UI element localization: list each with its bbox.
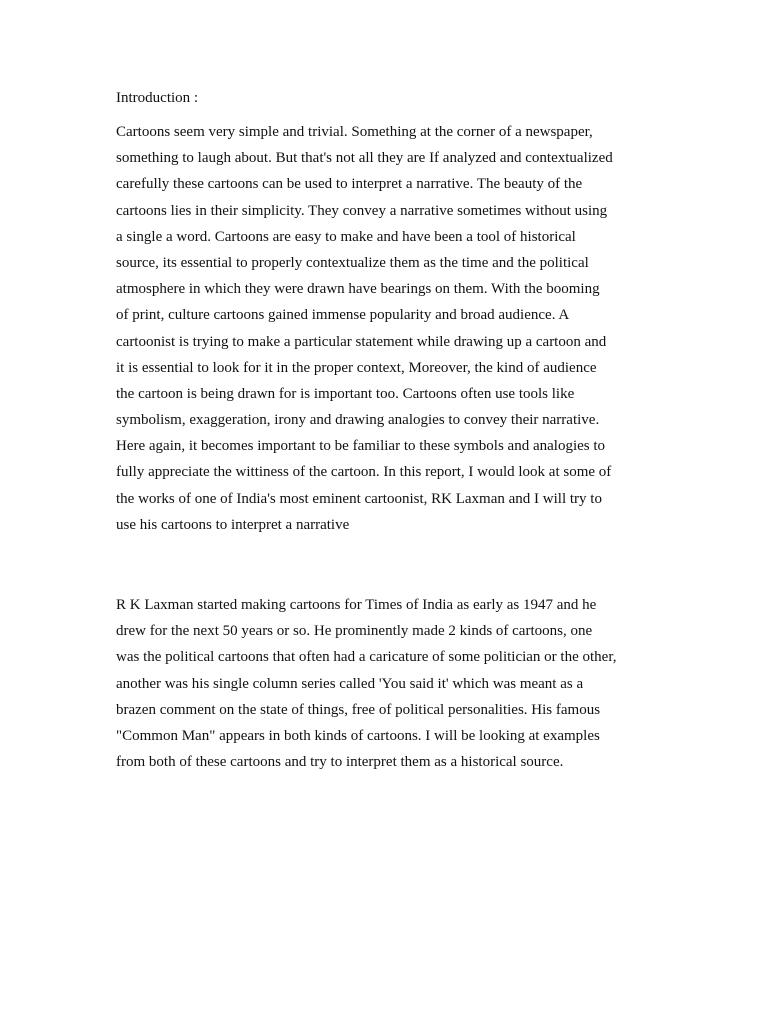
paragraph-laxman <box>116 592 676 775</box>
text-line: from both of these cartoons and try to interpret them as a historical source. <box>116 754 564 771</box>
text-line: a single a word. Cartoons are easy to make and have been a tool of historical <box>116 228 576 245</box>
text-line: the works of one of India's most eminent cartoonist, RK Laxman and I will try to <box>116 490 602 507</box>
text-line: brazen comment on the state of things, free of political personalities. His famous <box>116 701 601 718</box>
text-line: Here again, it becomes important to be familiar to these symbols and analogies to <box>116 438 606 455</box>
text-line: it is essential to look for it in the proper context, Moreover, the kind of audience <box>116 359 597 376</box>
text-line: use his cartoons to interpret a narrative <box>116 516 350 533</box>
text-line: source, its essential to properly contextualize them as the time and the political <box>116 254 589 271</box>
text-line: symbolism, exaggeration, irony and drawing analogies to convey their narrative. <box>116 412 600 429</box>
text-line: of print, culture cartoons gained immense popularity and broad audience. A <box>116 307 570 324</box>
text-line: the cartoon is being drawn for is important too. Cartoons often use tools like <box>116 385 575 402</box>
text-line: Cartoons seem very simple and trivial. Something at the corner of a newspaper, <box>116 124 593 140</box>
text-line: carefully these cartoons can be used to interpret a narrative. The beauty of the <box>116 176 583 193</box>
paragraph-introduction <box>116 119 676 538</box>
text-line: drew for the next 50 years or so. He prominently made 2 kinds of cartoons, one <box>116 623 593 640</box>
text-line: R K Laxman started making cartoons for Times of India as early as 1947 and he <box>116 597 597 613</box>
section-heading: Introduction : <box>116 90 199 106</box>
text-line: something to laugh about. But that's not all they are If analyzed and contextualized <box>116 150 613 167</box>
text-line: cartoonist is trying to make a particular statement while drawing up a cartoon and <box>116 333 607 350</box>
text-line: fully appreciate the wittiness of the cartoon. In this report, I would look at some of <box>116 464 612 481</box>
text-line: another was his single column series called 'You said it' which was meant as a <box>116 675 584 692</box>
text-line: atmosphere in which they were drawn have bearings on them. With the booming <box>116 281 600 298</box>
text-line: was the political cartoons that often had a caricature of some politician or the other, <box>116 649 617 666</box>
text-line: "Common Man" appears in both kinds of cartoons. I will be looking at examples <box>116 727 600 744</box>
text-line: cartoons lies in their simplicity. They convey a narrative sometimes without using <box>116 202 608 219</box>
